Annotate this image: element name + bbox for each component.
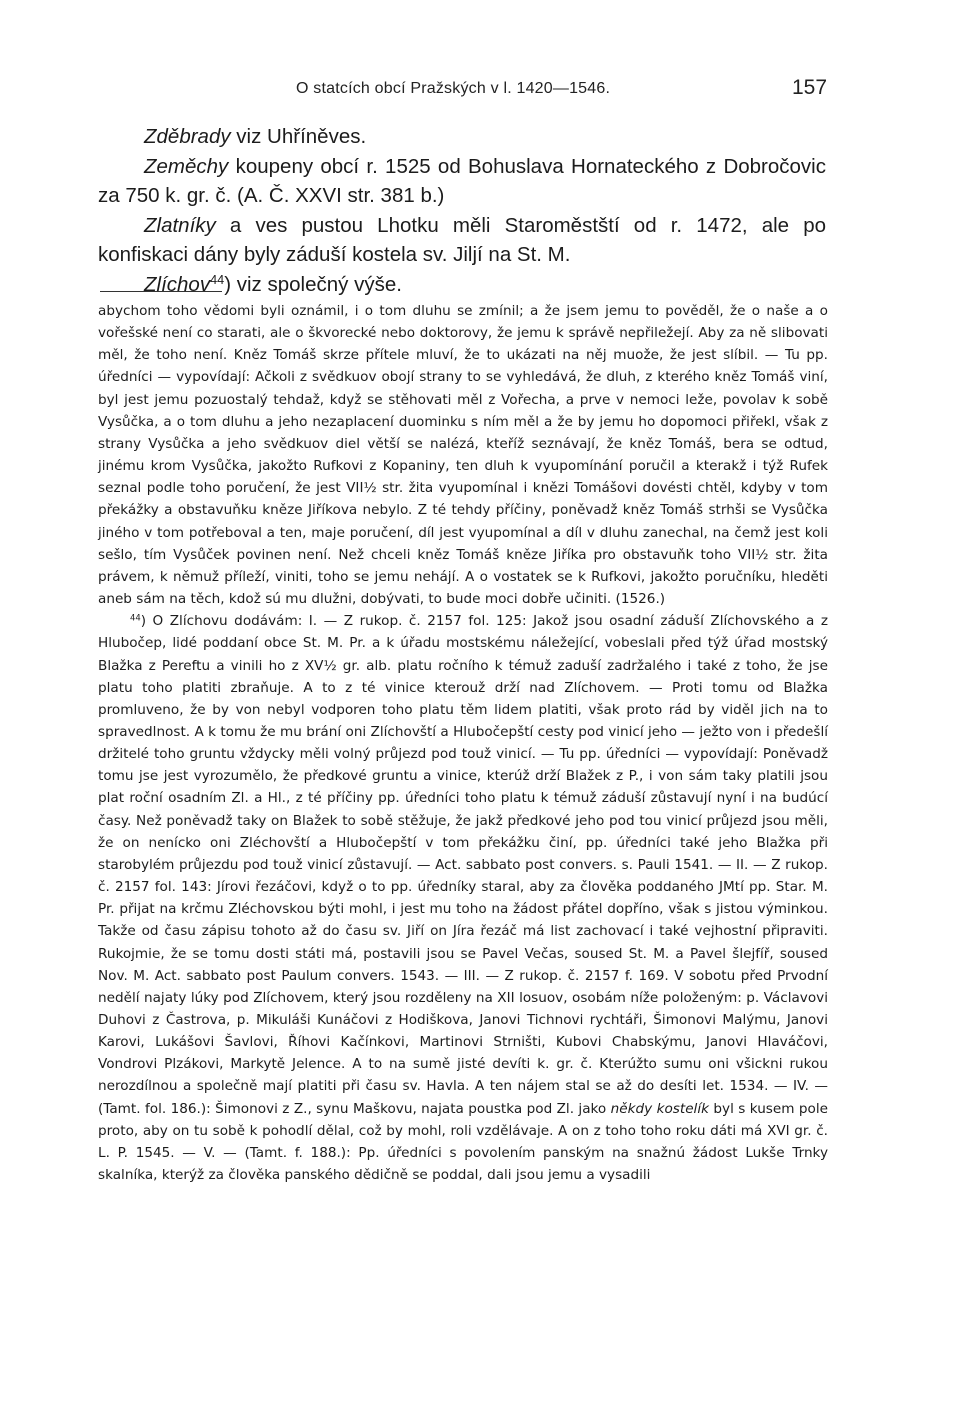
entry-text: a ves pustou Lhotku měli Staroměstští od r. 1472, ale po konfiskaci dány byly záduší kostela sv. Jiljí na St. M. [98,213,826,266]
entry-text: ) viz společný výše. [224,272,402,296]
footnote-continuation: abychom toho vědomi byli oznámil, i o tom dluhu se zmínil; a že jsem jemu to pověděl, že o naše a o vořešské není co starati, ale o škvorecké nebo doktorovy, že jemu k správě nepřiležejí. Aby za ně slibovati měl, že toho není. Kněz Tomáš skrze přítele mluví, že to ukázati na něj muože, že jest slíbil. — Tu pp. úředníci — vypovídají: Ačkoli z svědkuov obojí strany to se vyhledává, že dluh, z kterého kněz Tomáš viní, byl jest jemu pozuostalý tehdaž, když se stěhovati měl z Vořecha, a prve v nemoci leže, povolav k sobě Vysůčka, a o tom dluhu a jeho nezaplacení duominku s ním měl a že by jemu ho dopomoci přiřekl, však z strany Vysůčka a jeho svědkuov diel větší se nalézá, kteříž seznávají, že kněz Tomáš, bera se odtud, jinému krom Vysůčka, jakožto Rufkovi z Kopaniny, ten dluh k vyupomínání poručil a kterakž i týž Rufek seznal podle toho poručení, že jest VII½ str. žita vyupomínal i knězi Tomášovi dovésti chtěl, kdyby v tom překážky a obstavuňku kněze Jiříkova nebylo. Z té tehdy příčiny, poněvadž kněz Tomáš strhši se Vysůčka jiného v tom potřeboval a ten, maje poručení, díl jest vyupomínal a díl v dluhu zanechal, na čemž jest koli sešlo, tím Vysůček povinen není. Než chceli kněz Tomáš kněze Jiříka pro obstavuňk toho VII½ str. žita právem, k němuž příleží, viniti, toho se jemu nehájí. A o vostatek se k Rufkovi, jakožto poručníku, hleděti aneb sám na těch, kdož sú mu dlužni, dobývati, to bude moci dobře učiniti. (1526.) [98,303,828,608]
page-header [0,76,960,106]
footnote-italic: někdy kostelík [610,1100,709,1117]
main-text [98,122,826,299]
entry-keyword: Zlatníky [144,213,216,237]
footnote-text-end: byl s kusem pole proto, aby on tu sobě k pohodlí dělal, což by mohl, roli vzdělávaje. A on z toho toho roku dáti má XVI gr. č. L. P. 1545. — V. — (Tamt. f. 188.): Pp. úředníci s povolením panským na snažnú žádost Lukše Trnky skalníka, kterýž za člověka panského dědičně se poddal, dali jsou jemu a vysadili [98,1100,828,1184]
page-number: 157 [792,76,828,99]
entry-keyword: Zděbrady [144,125,231,148]
entry-keyword: Zlíchov [144,272,211,296]
footnote-rule [100,291,222,292]
entry-zlatniky [98,211,826,270]
footnotes [98,300,828,1186]
entry-text: viz Uhříněves. [230,125,367,148]
entry-keyword: Zeměchy [144,154,229,178]
running-head: O statcích obcí Pražských v l. 1420—1546. [296,80,611,97]
entry-zdebrady [98,122,826,152]
entry-text: koupeny obcí r. 1525 od Bohuslava Hornateckého z Dobročovic za 750 k. gr. č. (A. Č. XXVI str. 381 b.) [98,154,826,207]
entry-zlichov [98,270,826,300]
footnote-text: ) O Zlíchovu dodávám: I. — Z rukop. č. 2157 fol. 125: Jakož jsou osadní záduší Zlíchovského a z Hlubočep, lidé poddaní obce St. M. Pr. a k úřadu mostskému náležející, vobeslali před týž úřad mostský Blažka z Pereftu a vinili ho z XV½ gr. alb. platu ročního k témuž zaduší zadržalého i také z toho, že jse platu toho platiti zbraňuje. A to z té vinice kterouž drží nad Zlíchovem. — Proti tomu od Blažka promluveno, že by von nebyl vodporen toho platu těm lidem platiti, však proto rád by viděl jich na to spravedlnost. A k tomu že mu brání oni Zlíchovští a Hlubočepští cesty pod vinicí jeho — ježto von i předešlí držitelé toho gruntu vždycky měli volný průjezd pod touž vinicí. — Tu pp. úředníci — vypovídají: Poněvadž tomu jse jest vyrozumělo, že předkové gruntu a vinice, kterúž drží Blažek z P., i von sám taky platili jsou plat roční osadním Zl. a Hl., z té příčiny pp. úředníci toho platu k témuž záduší zůstavují nyní i na budúcí časy. Než poněvadž taky on Blažek to sobě stěžuje, že jakž předkové jeho pod tou vinicí průjezd jsou měli, že on nenícko oni Zléchovští a Hlubočepští v tom překážku činí, pp. úředníci také jeho Blažka při starobylém průjezdu pod touž vinicí zůstavují. — Act. sabbato post convers. s. Pauli 1541. — II. — Z rukop. č. 2157 fol. 143: Jírovi řezáčovi, když o to pp. úředníky staral, aby za člověka poddaného JMtí pp. Star. M. Pr. přijat na krčmu Zléchovskou býti mohl, i jest mu toho na žádost přátel dopříno, však s jistou výminkou. Takže od času zápisu tohoto až do času sv. Jiří on Jíra řezáč má list zachovací i také vejhostní připraviti. Rukojmie, že se tomu dosti státi má, postavili jsou se Pavel Večas, soused St. M. a Pavel šlejfíř, soused Nov. M. Act. sabbato post Paulum convers. 1543. — III. — Z rukop. č. 2157 f. 169. V sobotu před Prvodní nedělí najaty lúky pod Zlíchovem, který jsou rozděleny na XII losuov, osobám níže položeným: p. Václavovi Duhovi z Častrova, p. Mikuláši Kunáčovi z Hodiškova, Janovi Tichnovi rychtáři, Šimonovi Malýmu, Janovi Karovi, Lukášovi Šavlovi, Říhovi Kačínkovi, Martinovi Strništi, Kubovi Chabskýmu, Janovi Hlaváčovi, Vondrovi Plzákovi, Markytě Jelence. A to na sumě jisté devíti k. gr. č. Kterúžto sumu oni všickni rukou nerozdílnou a společně mají platiti při času sv. Havla. A ten nájem stal se až do desíti let. 1534. — IV. — (Tamt. fol. 186.): Šimonovi z Z., synu Maškovu, najata poustka pod Zl. jako [98,613,828,1117]
entry-zemechy [98,152,826,211]
footnote-44 [98,610,828,1186]
footnote-reference: 44 [210,271,225,287]
footnote-mark: 44 [130,612,141,623]
